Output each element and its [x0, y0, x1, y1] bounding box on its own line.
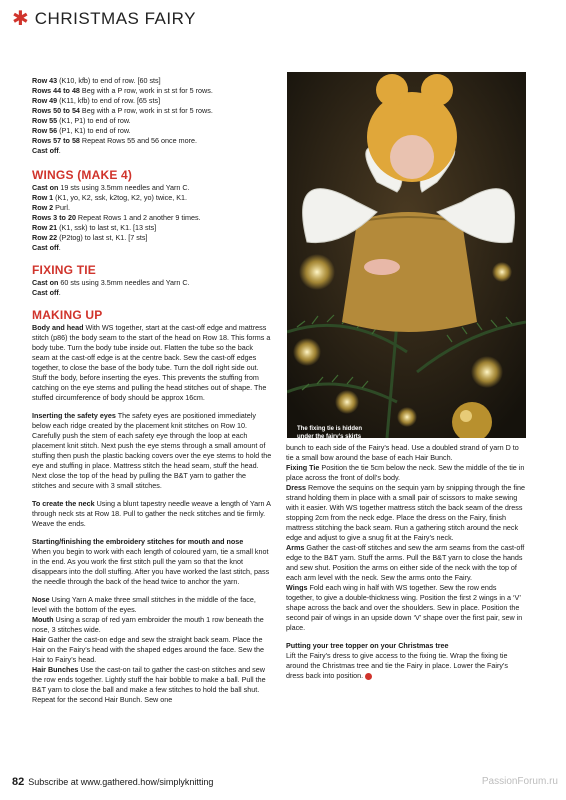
pattern-row: Row 55 (K1, P1) to end of row.: [32, 116, 131, 125]
pattern-row: Rows 50 to 54 Beg with a P row, work in st st for 5 rows.: [32, 106, 213, 115]
row-list: [32, 76, 272, 156]
neck-paragraph: To create the neck Using a blunt tapestry needle weave a length of Yarn A through neck sts at Row 18. Pull to gather the neck stitches and tie firmly. Weave the ends.: [32, 499, 271, 528]
mouth-paragraph: Mouth Using a scrap of red yarn embroider the mouth 1 row beneath the nose, 3 stitches wide.: [32, 615, 264, 634]
page-footer: [12, 776, 213, 788]
watermark: PassionForum.ru: [481, 776, 558, 787]
topper-paragraph: Lift the Fairy’s dress to give access to the fixing tie. Wrap the fixing tie around the Christmas tree and tie the Fairy in place. Lower the Fairy’s dress back into position.: [286, 651, 508, 680]
pattern-row: Row 2 Purl.: [32, 203, 70, 212]
making-up-heading: MAKING UP: [32, 308, 103, 322]
pattern-row: Rows 3 to 20 Repeat Rows 1 and 2 another 9 times.: [32, 213, 201, 222]
pattern-row: Row 56 (P1, K1) to end of row.: [32, 126, 131, 135]
right-column: [286, 443, 526, 681]
section-title: CHRISTMAS FAIRY: [34, 9, 196, 28]
fixing-tie-paragraph: Fixing Tie Position the tie 5cm below the neck. Sew the middle of the tie in place across the front of doll’s body.: [286, 463, 525, 482]
body-paragraph: Body and head With WS together, start at the cast-off edge and mattress stitch (p86) the body seam to the start of the head on Row 18. This forms a body tube. Turn the body tube inside out. Flatten the tube so the back seam at the cast-off edge is at the centre back. Sew the cast-off edges together, to close the base of the body tube. Turn the doll right side out. Stuff the body, before inserting the eyes. This prevents the stuffing from catching on the eye stems and pulling the head stitches out of shape. The stuffed circumference of body should be approx 16cm.: [32, 323, 271, 402]
pattern-row: Cast off.: [32, 288, 61, 297]
topper-heading: Putting your tree topper on your Christmas tree: [286, 641, 449, 650]
pattern-row: Rows 44 to 48 Beg with a P row, work in st st for 5 rows.: [32, 86, 213, 95]
arms-paragraph: Arms Gather the cast-off stitches and sew the arm seams from the cast-off edge to the B&T yarn. Stuff the arms. Pull the B&T yarn to close the hands and sew shut. Position the arms on either side of the neck with the top of each arm level with the neck. Sew the arms onto the Fairy.: [286, 543, 525, 582]
fairy-photo: [287, 72, 526, 438]
wings-paragraph: Wings Fold each wing in half with WS together. Sew the row ends together, to give a double-thickness wing. Position the first 2 wings in a ‘V’ shape across the back and over the shoulders. Sew in place. Position the second pair of wings in an upside down ‘V’ shape over the first pair, sew in place.: [286, 583, 523, 632]
pattern-row: Cast off.: [32, 243, 61, 252]
asterisk-icon: ✱: [12, 8, 29, 30]
pattern-row: Cast off.: [32, 146, 61, 155]
pattern-row: Cast on 60 sts using 3.5mm needles and Yarn C.: [32, 278, 190, 287]
end-mark-icon: [365, 673, 372, 680]
bunches-paragraph: Hair Bunches Use the cast-on tail to gather the cast-on stitches and sew the row ends together. Lightly stuff the hair bobble to make a ball. Pull the B&T yarn to close the ball and make a few stitches to hold the ball shut. Repeat for the second Hair Bunch. Sew one: [32, 665, 266, 704]
subscribe-link[interactable]: Subscribe at www.gathered.how/simplyknitting: [28, 777, 214, 787]
pattern-row: Cast on 19 sts using 3.5mm needles and Yarn C.: [32, 183, 190, 192]
wings-heading: WINGS (MAKE 4): [32, 168, 133, 182]
hair-paragraph: Hair Gather the cast-on edge and sew the straight back seam. Place the Hair on the Fairy’s head with the shaped edges around the face. Sew the Hair to Fairy’s head.: [32, 635, 265, 664]
left-column: [32, 76, 272, 705]
pattern-row: Row 22 (P2tog) to last st, K1. [7 sts]: [32, 233, 148, 242]
dress-paragraph: Dress Remove the sequins on the sequin yarn by snipping through the fine strand holding them in place with a small pair of scissors to make sewing with it easier. With WS together mattress stitch the back seam of the dress stopping 2cm from the neck edge. Place the dress on the Fairy, finish mattress stitching the back seam. Run a gathering stitch around the neck edge and adjust to give a snug fit at the Fairy’s neck.: [286, 483, 525, 542]
fixing-tie-heading: FIXING TIE: [32, 263, 97, 277]
page-header: [12, 4, 196, 34]
pattern-row: Row 49 (K11, kfb) to end of row. [65 sts]: [32, 96, 161, 105]
pattern-row: Row 43 (K10, kfb) to end of row. [60 sts]: [32, 76, 161, 85]
continued-paragraph: bunch to each side of the Fairy’s head. Use a doubled strand of yarn D to tie a small bow around the base of each Hair Bunch.: [286, 443, 519, 462]
photo-caption: The fixing tie is hidden under the fairy’s skirts: [297, 426, 363, 440]
fairy-photo-illustration: [287, 72, 526, 438]
embroidery-heading: Starting/finishing the embroidery stitches for mouth and nose: [32, 537, 244, 546]
page-number: 82: [12, 776, 25, 788]
pattern-row: Row 1 (K1, yo, K2, ssk, k2tog, K2, yo) twice, K1.: [32, 193, 187, 202]
pattern-row: Rows 57 to 58 Repeat Rows 55 and 56 once more.: [32, 136, 198, 145]
nose-paragraph: Nose Using Yarn A make three small stitches in the middle of the face, level with the bottom of the eyes.: [32, 595, 256, 614]
pattern-row: Row 21 (K1, ssk) to last st, K1. [13 sts]: [32, 223, 157, 232]
embroidery-paragraph: When you begin to work with each length of coloured yarn, tie a small knot in the end. As you work the first stitch pull the yarn so that the knot disappears into the doll stuffing. After you have worked the last stitch, pass the needle through the back of the head twice to anchor the yarn.: [32, 547, 270, 586]
eyes-paragraph: Inserting the safety eyes The safety eyes are positioned immediately below each ridge created by the placement knit stitches on Row 10. Carefully push the stem of each safety eye through the loop at each placement knit stitch. Next push the eye stems through a small amount of stuffing then push the plastic backing covers over the eye stems to hold the eye and stuffing in place. Mattress stitch the head seam, stuff the head. Next close the top of the head by pulling the B&T yarn to gather the stitches and secure with 3 small stitches.: [32, 411, 272, 490]
